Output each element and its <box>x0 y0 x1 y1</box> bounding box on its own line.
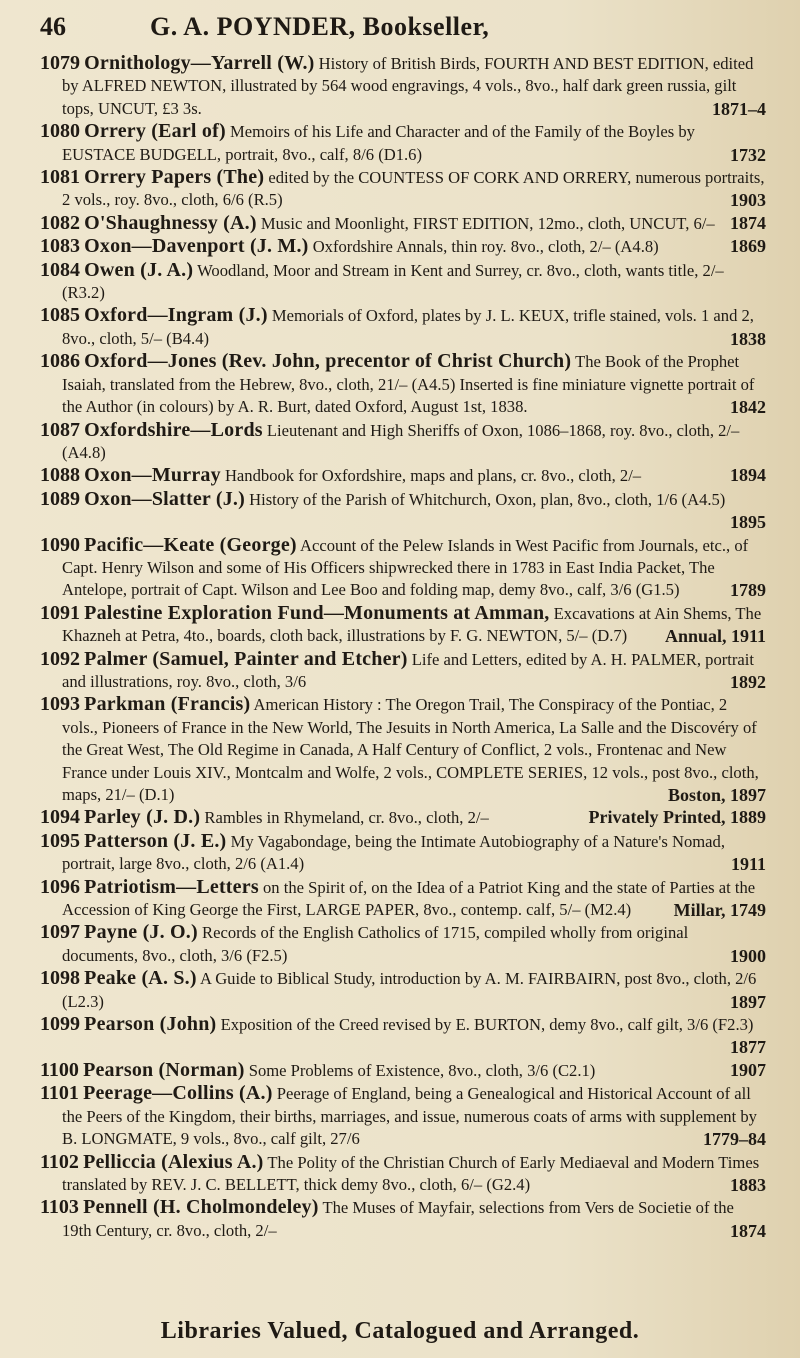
entry-date: 1877 <box>730 1037 766 1058</box>
entry-heading: Pacific—Keate (George) <box>84 533 297 556</box>
entry-heading: Peerage—Collins (A.) <box>83 1082 273 1105</box>
entry-description: Rambles in Rhymeland, cr. 8vo., cloth, 2/– <box>204 808 489 828</box>
entry-date: 1907 <box>730 1059 766 1080</box>
catalogue-entry <box>40 120 766 166</box>
entry-date: 1871–4 <box>712 98 766 119</box>
entry-date: 1892 <box>730 671 766 692</box>
catalogue-entry <box>40 830 766 876</box>
entry-description: Oxfordshire Annals, thin roy. 8vo., cloth, 2/– (A4.8) <box>312 237 659 257</box>
entry-number: 1088 <box>40 464 80 487</box>
entry-date: 1900 <box>730 945 766 966</box>
entry-number: 1086 <box>40 350 80 373</box>
entry-description: A Guide to Biblical Study, introduction by A. M. FAIRBAIRN, post 8vo., cloth, 2/6 (L2.3) <box>62 969 757 1011</box>
catalogue-entries <box>40 52 766 1242</box>
entry-date: 1874 <box>730 1220 766 1241</box>
entry-date: 1895 <box>730 512 766 533</box>
entry-description: Music and Moonlight, FIRST EDITION, 12mo., cloth, UNCUT, 6/– <box>260 213 715 233</box>
entry-number: 1103 <box>40 1196 79 1219</box>
entry-description: Account of the Pelew Islands in West Pacific from Journals, etc., of Capt. Henry Wilson and some of His Officers shipwrecked there in 1783 in East India Packet, The Antelope, portrait of Capt. Wilson and Lee Boo and folding map, demy 8vo., calf, 3/6 (G1.5) <box>62 535 749 600</box>
catalogue-entry <box>40 1196 766 1242</box>
page-number: 46 <box>40 12 66 41</box>
catalogue-entry <box>40 259 766 305</box>
entry-description: Lieutenant and High Sheriffs of Oxon, 1086–1868, roy. 8vo., cloth, 2/– (A4.8) <box>62 420 740 462</box>
catalogue-entry <box>40 921 766 967</box>
entry-number: 1081 <box>40 166 80 189</box>
catalogue-entry <box>40 1059 766 1082</box>
footer-advert: Libraries Valued, Catalogued and Arranged. <box>160 1318 640 1344</box>
entry-date: Annual, 1911 <box>664 626 766 647</box>
entry-description: Some Problems of Existence, 8vo., cloth, 3/6 (C2.1) <box>248 1060 596 1080</box>
entry-heading: Parley (J. D.) <box>84 806 201 829</box>
entry-number: 1098 <box>40 967 80 990</box>
catalogue-entry <box>40 806 766 829</box>
entry-date: 1838 <box>730 328 766 349</box>
catalogue-entry <box>40 350 766 418</box>
entry-description: Excavations at Ain Shems, The Khazneh at Petra, 4to., boards, cloth back, illustrations by F. G. NEWTON, 5/– (D.7) <box>62 603 762 646</box>
entry-number: 1094 <box>40 806 80 829</box>
entry-heading: Palmer (Samuel, Painter and Etcher) <box>84 647 408 670</box>
entry-number: 1091 <box>40 601 80 624</box>
catalogue-entry <box>40 1082 766 1150</box>
entry-date: 1894 <box>730 465 766 486</box>
entry-number: 1089 <box>40 487 80 510</box>
entry-number: 1100 <box>40 1058 79 1081</box>
entry-description: edited by the COUNTESS OF CORK AND ORRERY, numerous portraits, 2 vols., roy. 8vo., cloth, 6/6 (R.5) <box>62 168 765 210</box>
entry-date: 1779–84 <box>703 1129 766 1150</box>
entry-heading: Owen (J. A.) <box>84 258 194 281</box>
catalogue-entry <box>40 304 766 350</box>
entry-heading: Pearson (Norman) <box>83 1058 245 1081</box>
entry-heading: Patterson (J. E.) <box>84 829 227 852</box>
catalogue-entry <box>40 534 766 602</box>
entry-heading: Ornithology—Yarrell (W.) <box>84 52 315 74</box>
catalogue-entry <box>40 1013 766 1059</box>
entry-number: 1097 <box>40 921 80 944</box>
entry-description: History of British Birds, FOURTH AND BEST EDITION, edited by ALFRED NEWTON, illustrated by 564 wood engravings, 4 vols., 8vo., half dark green russia, gilt tops, UNCUT, £3 3s. <box>62 54 754 118</box>
entry-date: Millar, 1749 <box>673 900 766 921</box>
catalogue-entry <box>40 967 766 1013</box>
entry-heading: Oxon—Davenport (J. M.) <box>84 235 309 258</box>
entry-number: 1093 <box>40 693 80 716</box>
entry-heading: Orrery (Earl of) <box>84 120 226 143</box>
entry-date: 1903 <box>730 190 766 211</box>
entry-heading: Orrery Papers (The) <box>84 166 265 189</box>
entry-number: 1084 <box>40 258 80 281</box>
entry-heading: Oxford—Jones (Rev. John, precentor of Christ Church) <box>84 350 572 373</box>
entry-number: 1079 <box>40 52 80 74</box>
entry-description: My Vagabondage, being the Intimate Autobiography of a Nature's Nomad, portrait, large 8vo., cloth, 2/6 (A1.4) <box>62 831 725 874</box>
entry-number: 1085 <box>40 304 80 327</box>
entry-heading: O'Shaughnessy (A.) <box>84 211 257 234</box>
entry-number: 1102 <box>40 1150 79 1173</box>
catalogue-entry <box>40 419 766 465</box>
entry-heading: Oxford—Ingram (J.) <box>84 304 268 327</box>
entry-heading: Oxon—Slatter (J.) <box>84 487 245 510</box>
entry-date: 1897 <box>730 991 766 1012</box>
catalogue-entry <box>40 876 766 922</box>
entry-description: Handbook for Oxfordshire, maps and plans, cr. 8vo., cloth, 2/– <box>224 466 642 486</box>
entry-number: 1096 <box>40 875 80 898</box>
entry-heading: Palestine Exploration Fund—Monuments at Amman, <box>84 601 550 624</box>
catalogue-entry <box>40 1151 766 1197</box>
entry-number: 1080 <box>40 120 80 143</box>
entry-heading: Pelliccia (Alexius A.) <box>83 1150 264 1173</box>
entry-description: The Muses of Mayfair, selections from Vers de Societie of the 19th Century, cr. 8vo., cloth, 2/– <box>62 1198 734 1240</box>
entry-date: 1911 <box>730 854 766 875</box>
entry-date: 1842 <box>730 397 766 418</box>
entry-description: on the Spirit of, on the Idea of a Patriot King and the state of Parties at the Accession of King George the First, LARGE PAPER, 8vo., contemp. calf, 5/– (M2.4) <box>62 877 756 920</box>
entry-date: 1874 <box>730 212 766 233</box>
catalogue-entry <box>40 212 766 235</box>
entry-date: 1869 <box>730 236 766 257</box>
entry-description: Memoirs of his Life and Character and of the Family of the Boyles by EUSTACE BUDGELL, portrait, 8vo., calf, 8/6 (D1.6) <box>62 122 695 164</box>
entry-number: 1101 <box>40 1082 79 1105</box>
catalogue-entry <box>40 464 766 487</box>
entry-number: 1099 <box>40 1013 80 1036</box>
entry-date: Privately Printed, 1889 <box>588 807 766 828</box>
entry-description: Peerage of England, being a Genealogical and Historical Account of all the Peers of the Kingdom, their births, marriages, and issue, numerous coats of arms with supplement by B. LONGMATE, 9 vols., 8vo., calf gilt, 27/6 <box>62 1084 757 1149</box>
catalogue-entry <box>40 52 766 120</box>
entry-description: Memorials of Oxford, plates by J. L. KEUX, trifle stained, vols. 1 and 2, 8vo., cloth, 5/– (B4.4) <box>62 306 754 348</box>
entry-description: The Polity of the Christian Church of Early Mediaeval and Modern Times translated by REV. J. C. BELLETT, thick demy 8vo., cloth, 6/– (G2.4) <box>62 1152 760 1194</box>
entry-description: Woodland, Moor and Stream in Kent and Surrey, cr. 8vo., cloth, wants title, 2/– (R3.2) <box>62 260 724 303</box>
entry-heading: Patriotism—Letters <box>84 875 259 898</box>
catalogue-entry <box>40 648 766 694</box>
entry-date: 1789 <box>730 580 766 601</box>
catalogue-entry <box>40 488 766 534</box>
entry-description: American History : The Oregon Trail, The Conspiracy of the Pontiac, 2 vols., Pioneers of France in the New World, The Jesuits in North America, La Salle and the Discovéry of the Great West, The Old Regime in Canada, A Half Century of Conflict, 2 vols., Frontenac and New France under Louis XIV., Montcalm and Wolfe, 2 vols., COMPLETE SERIES, 12 vols., post 8vo., cloth, maps, 21/– (D.1) <box>62 695 759 804</box>
entry-number: 1090 <box>40 533 80 556</box>
entry-number: 1082 <box>40 211 80 234</box>
entry-heading: Oxfordshire—Lords <box>84 418 263 441</box>
entry-number: 1083 <box>40 235 80 258</box>
catalogue-entry <box>40 166 766 212</box>
entry-number: 1092 <box>40 647 80 670</box>
catalogue-entry <box>40 602 766 648</box>
entry-description: History of the Parish of Whitchurch, Oxon, plan, 8vo., cloth, 1/6 (A4.5) <box>249 489 726 509</box>
catalogue-entry <box>40 235 766 258</box>
entry-date: 1883 <box>730 1174 766 1195</box>
entry-description: Life and Letters, edited by A. H. PALMER, portrait and illustrations, roy. 8vo., cloth, 3/6 <box>62 649 755 691</box>
entry-heading: Oxon—Murray <box>84 464 221 487</box>
entry-date: Boston, 1897 <box>667 785 766 805</box>
entry-number: 1087 <box>40 418 80 441</box>
entry-description: Exposition of the Creed revised by E. BURTON, demy 8vo., calf gilt, 3/6 (F2.3) <box>220 1015 754 1035</box>
entry-number: 1095 <box>40 829 80 852</box>
entry-heading: Pearson (John) <box>84 1013 217 1036</box>
catalogue-entry <box>40 693 766 806</box>
entry-heading: Pennell (H. Cholmondeley) <box>83 1196 319 1219</box>
entry-description: The Book of the Prophet Isaiah, translated from the Hebrew, 8vo., cloth, 21/– (A4.5) Inserted is fine miniature vignette portrait of the Author (in colours) by A. R. Burt, dated Oxford, August 1st, 1838. <box>62 352 755 417</box>
entry-heading: Parkman (Francis) <box>84 693 251 716</box>
page-header <box>40 12 766 52</box>
running-head: G. A. POYNDER, Bookseller, <box>150 12 490 41</box>
entry-heading: Peake (A. S.) <box>84 967 197 990</box>
entry-description: Records of the English Catholics of 1715, compiled wholly from original documents, 8vo., cloth, 3/6 (F2.5) <box>62 923 689 965</box>
entry-date: 1732 <box>730 144 766 165</box>
entry-heading: Payne (J. O.) <box>84 921 198 944</box>
